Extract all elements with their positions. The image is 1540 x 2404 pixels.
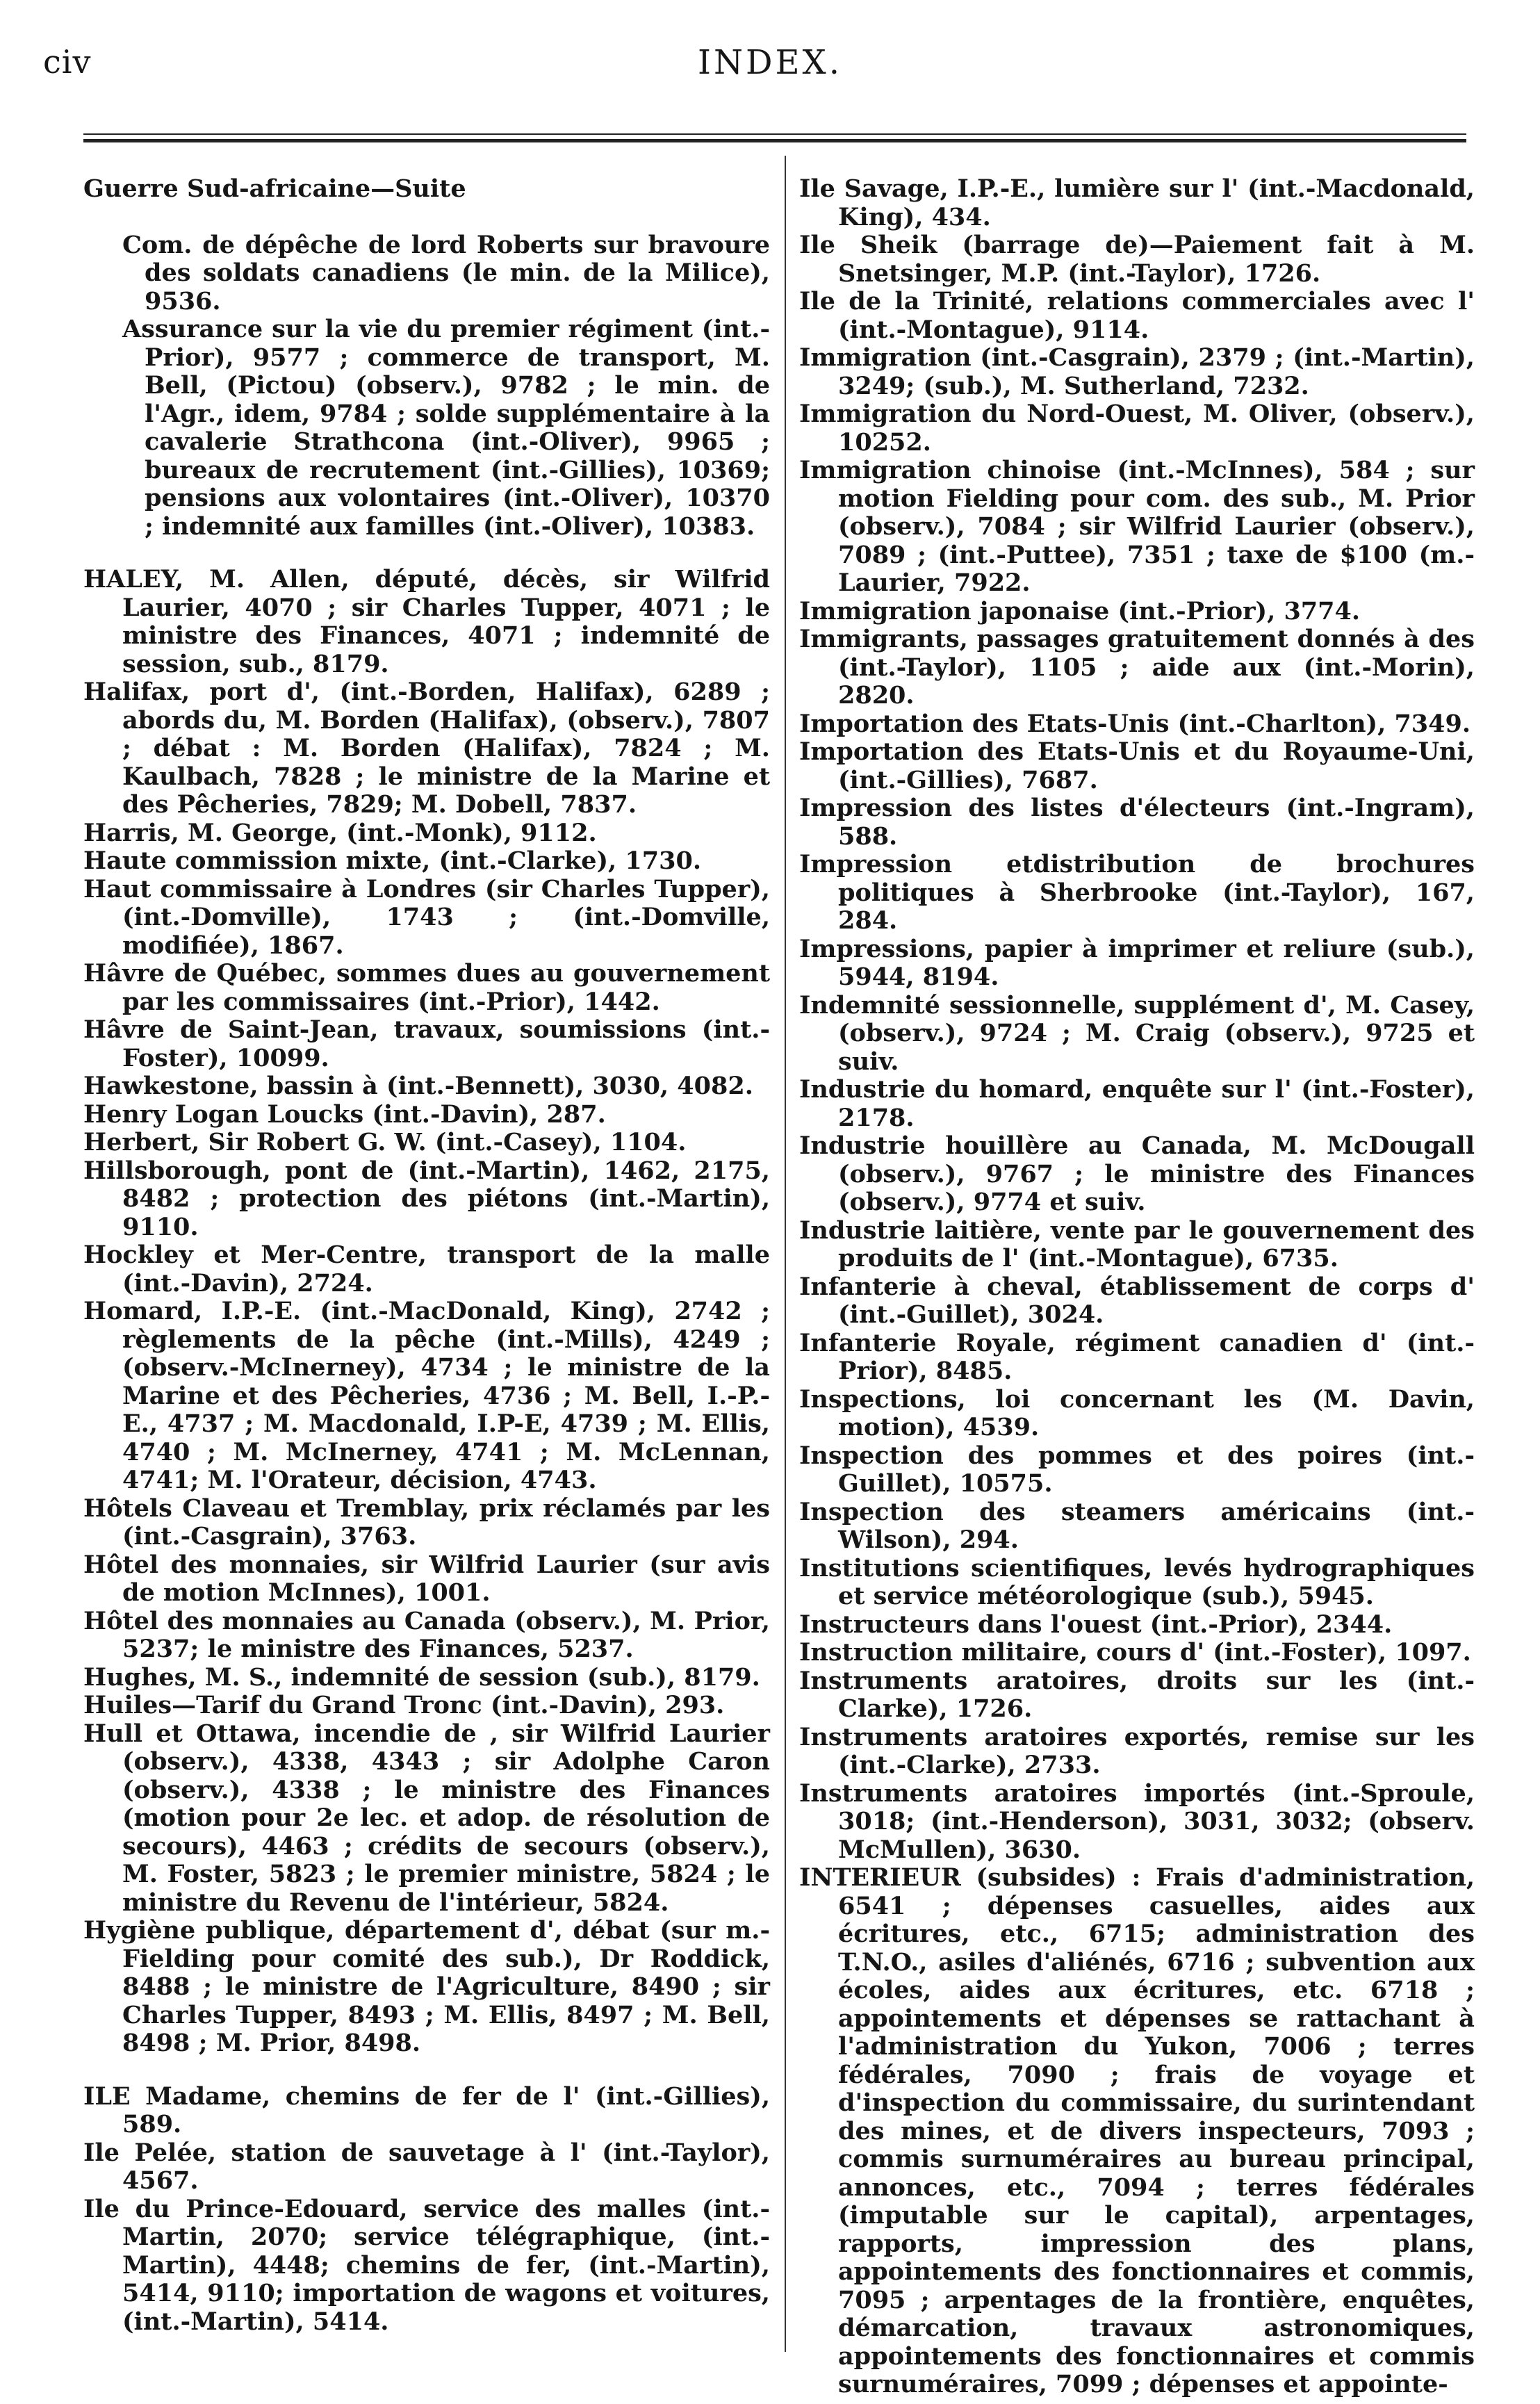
index-entry: Industrie du homard, enquête sur l' (int.-Foster), 2178. <box>799 1075 1475 1132</box>
header-rule-thick <box>83 139 1466 142</box>
index-entry: Hockley et Mer-Centre, transport de la malle (int.-Davin), 2724. <box>83 1241 770 1298</box>
index-entry: Immigration japonaise (int.-Prior), 3774. <box>799 596 1361 625</box>
index-entry: Hughes, M. S., indemnité de session (sub.), 8179. <box>83 1662 760 1692</box>
index-entry: Instruments aratoires exportés, remise sur les (int.-Clarke), 2733. <box>799 1722 1475 1779</box>
index-entry: Harris, M. George, (int.-Monk), 9112. <box>83 818 597 847</box>
index-entry: Impressions, papier à imprimer et reliure (sub.), 5944, 8194. <box>799 934 1475 991</box>
index-entry: Industrie laitière, vente par le gouvernement des produits de l' (int.-Montague), 6735. <box>799 1216 1475 1273</box>
index-entry: Instruction militaire, cours d' (int.-Foster), 1097. <box>799 1638 1471 1667</box>
index-entry: Haut commissaire à Londres (sir Charles Tupper), (int.-Domville), 1743 ; (int.-Domville, modifiée), 1867. <box>83 874 770 960</box>
index-entry: Hull et Ottawa, incendie de , sir Wilfrid Laurier (observ.), 4338, 4343 ; sir Adolphe Caron (observ.), 4338 ; le ministre des Finances (motion pour 2e lec. et adop. de résolution de secours), 4463 ; crédits de secours (observ.), M. Foster, 5823 ; le premier ministre, 5824 ; le ministre du Revenu de l'intérieur, 5824. <box>83 1719 770 1917</box>
index-entry: Infanterie Royale, régiment canadien d' (int.-Prior), 8485. <box>799 1328 1475 1385</box>
left-column <box>83 175 770 2336</box>
index-entry: Homard, I.P.-E. (int.-MacDonald, King), 2742 ; règlements de la pêche (int.-Mills), 4249 ; (observ.-McInerney), 4734 ; le ministre de la Marine et des Pêcheries, 4736 ; M. Bell, I.-P.-E., 4737 ; M. Macdonald, I.P-E, 4739 ; M. Ellis, 4740 ; M. McInerney, 4741 ; M. McLennan, 4741; M. l'Orateur, décision, 4743. <box>83 1297 770 1494</box>
index-entry: Inspections, loi concernant les (M. Davin, motion), 4539. <box>799 1384 1475 1441</box>
index-entry: Huiles—Tarif du Grand Tronc (int.-Davin), 293. <box>83 1691 725 1719</box>
header-rule-thin <box>83 133 1466 135</box>
index-entry: Hôtels Claveau et Tremblay, prix réclamés par les (int.-Casgrain), 3763. <box>83 1494 770 1551</box>
index-entry: Hâvre de Saint-Jean, travaux, soumissions (int.-Foster), 10099. <box>83 1015 770 1072</box>
index-entry: Importation des Etats-Unis et du Royaume-Uni, (int.-Gillies), 7687. <box>799 737 1475 794</box>
index-entry: Ile Sheik (barrage de)—Paiement fait à M. Snetsinger, M.P. (int.-Taylor), 1726. <box>799 231 1475 288</box>
index-entry: Ile Pelée, station de sauvetage à l' (int.-Taylor), 4567. <box>83 2138 770 2195</box>
index-entry: Instruments aratoires, droits sur les (int.-Clarke), 1726. <box>799 1666 1475 1723</box>
index-entry: HALEY, M. Allen, député, décès, sir Wilfrid Laurier, 4070 ; sir Charles Tupper, 4071 ; le ministre des Finances, 4071 ; indemnité de session, sub., 8179. <box>83 565 770 678</box>
index-entry: Assurance sur la vie du premier régiment (int.-Prior), 9577 ; commerce de transport, M. Bell, (Pictou) (observ.), 9782 ; le min. de l'Agr., idem, 9784 ; solde supplémentaire à la cavalerie Strathcona (int.-Oliver), 9965 ; bureaux de recrutement (int.-Gillies), 10369; pensions aux volontaires (int.-Oliver), 10370 ; indemnité aux familles (int.-Oliver), 10383. <box>122 315 770 541</box>
index-entry: Hawkestone, bassin à (int.-Bennett), 3030, 4082. <box>83 1072 753 1100</box>
index-entry: Hillsborough, pont de (int.-Martin), 1462, 2175, 8482 ; protection des piétons (int.-Martin), 9110. <box>83 1156 770 1241</box>
index-entry: Ile de la Trinité, relations commerciales avec l' (int.-Montague), 9114. <box>799 287 1475 344</box>
index-entry: Hâvre de Québec, sommes dues au gouvernement par les commissaires (int.-Prior), 1442. <box>83 959 770 1016</box>
index-entry: Inspection des pommes et des poires (int.-Guillet), 10575. <box>799 1441 1475 1498</box>
index-entry: Ile du Prince-Edouard, service des malles (int.-Martin, 2070; service télégraphique, (int.-Martin), 4448; chemins de fer, (int.-Martin), 5414, 9110; importation de wagons et voitures, (int.-Martin), 5414. <box>83 2194 770 2336</box>
index-entry: INTERIEUR (subsides) : Frais d'administration, 6541 ; dépenses casuelles, aides aux écritures, etc., 6715; administration des T.N.O., asiles d'aliénés, 6716 ; subvention aux écoles, aides aux écritures, etc. 6718 ; appointements et dépenses se rattachant à l'administration du Yukon, 7006 ; terres fédérales, 7090 ; frais de voyage et d'inspection du commissaire, du surintendant des mines, et de divers inspecteurs, 7093 ; commis surnuméraires au bureau principal, annonces, etc., 7094 ; terres fédérales (imputable sur le capital), arpentages, rapports, impression des plans, appointements des fonctionnaires et commis, 7095 ; arpentages de la frontière, enquêtes, démarcation, travaux astronomiques, appointements des fonctionnaires et commis surnuméraires, 7099 ; dépenses et appointe- <box>799 1863 1475 2398</box>
index-entry: Instruments aratoires importés (int.-Sproule, 3018; (int.-Henderson), 3031, 3032; (observ. McMullen), 3630. <box>799 1779 1475 1864</box>
index-entry: ILE Madame, chemins de fer de l' (int.-Gillies), 589. <box>83 2082 770 2139</box>
index-entry: Immigrants, passages gratuitement donnés à des (int.-Taylor), 1105 ; aide aux (int.-Morin), 2820. <box>799 625 1475 710</box>
index-entry: Hygiène publique, département d', débat (sur m.-Fielding pour comité des sub.), Dr Roddick, 8488 ; le ministre de l'Agriculture, 8490 ; sir Charles Tupper, 8493 ; M. Ellis, 8497 ; M. Bell, 8498 ; M. Prior, 8498. <box>83 1916 770 2057</box>
index-entry: Importation des Etats-Unis (int.-Charlton), 7349. <box>799 709 1471 738</box>
index-entry: Institutions scientifiques, levés hydrographiques et service météorologique (sub.), 5945. <box>799 1553 1475 1610</box>
index-entry: Immigration chinoise (int.-McInnes), 584 ; sur motion Fielding pour com. des sub., M. Prior (observ.), 7084 ; sir Wilfrid Laurier (observ.), 7089 ; (int.-Puttee), 7351 ; taxe de $100 (m.-Laurier, 7922. <box>799 456 1475 597</box>
index-entry: Immigration du Nord-Ouest, M. Oliver, (observ.), 10252. <box>799 400 1475 457</box>
section-heading: Guerre Sud-africaine—Suite <box>83 174 466 203</box>
index-entry: Immigration (int.-Casgrain), 2379 ; (int.-Martin), 3249; (sub.), M. Sutherland, 7232. <box>799 343 1475 400</box>
column-divider <box>785 156 786 2352</box>
page-number: civ <box>43 43 92 81</box>
index-entry: Impression des listes d'électeurs (int.-Ingram), 588. <box>799 794 1475 851</box>
index-entry: Halifax, port d', (int.-Borden, Halifax), 6289 ; abords du, M. Borden (Halifax), (observ.), 7807 ; débat : M. Borden (Halifax), 7824 ; M. Kaulbach, 7828 ; le ministre de la Marine et des Pêcheries, 7829; M. Dobell, 7837. <box>83 678 770 819</box>
index-entry: Inspection des steamers américains (int.-Wilson), 294. <box>799 1497 1475 1554</box>
index-entry: Herbert, Sir Robert G. W. (int.-Casey), 1104. <box>83 1128 687 1156</box>
index-entry: Impression etdistribution de brochures politiques à Sherbrooke (int.-Taylor), 167, 284. <box>799 850 1475 935</box>
index-entry: Ile Savage, I.P.-E., lumière sur l' (int.-Macdonald, King), 434. <box>799 174 1475 231</box>
page-title: INDEX. <box>698 43 842 82</box>
index-entry: Instructeurs dans l'ouest (int.-Prior), 2344. <box>799 1610 1393 1639</box>
right-column <box>799 175 1475 2399</box>
index-entry: Haute commission mixte, (int.-Clarke), 1730. <box>83 847 702 875</box>
index-entry: Henry Logan Loucks (int.-Davin), 287. <box>83 1099 606 1129</box>
index-entry: Indemnité sessionnelle, supplément d', M. Casey, (observ.), 9724 ; M. Craig (observ.), 9725 et suiv. <box>799 990 1475 1076</box>
index-entry: Infanterie à cheval, établissement de corps d' (int.-Guillet), 3024. <box>799 1272 1475 1329</box>
index-entry: Industrie houillère au Canada, M. McDougall (observ.), 9767 ; le ministre des Finances (observ.), 9774 et suiv. <box>799 1131 1475 1216</box>
index-entry: Com. de dépêche de lord Roberts sur bravoure des soldats canadiens (le min. de la Milice), 9536. <box>122 230 770 316</box>
index-entry: Hôtel des monnaies, sir Wilfrid Laurier (sur avis de motion McInnes), 1001. <box>83 1550 770 1607</box>
index-entry: Hôtel des monnaies au Canada (observ.), M. Prior, 5237; le ministre des Finances, 5237. <box>83 1606 770 1663</box>
